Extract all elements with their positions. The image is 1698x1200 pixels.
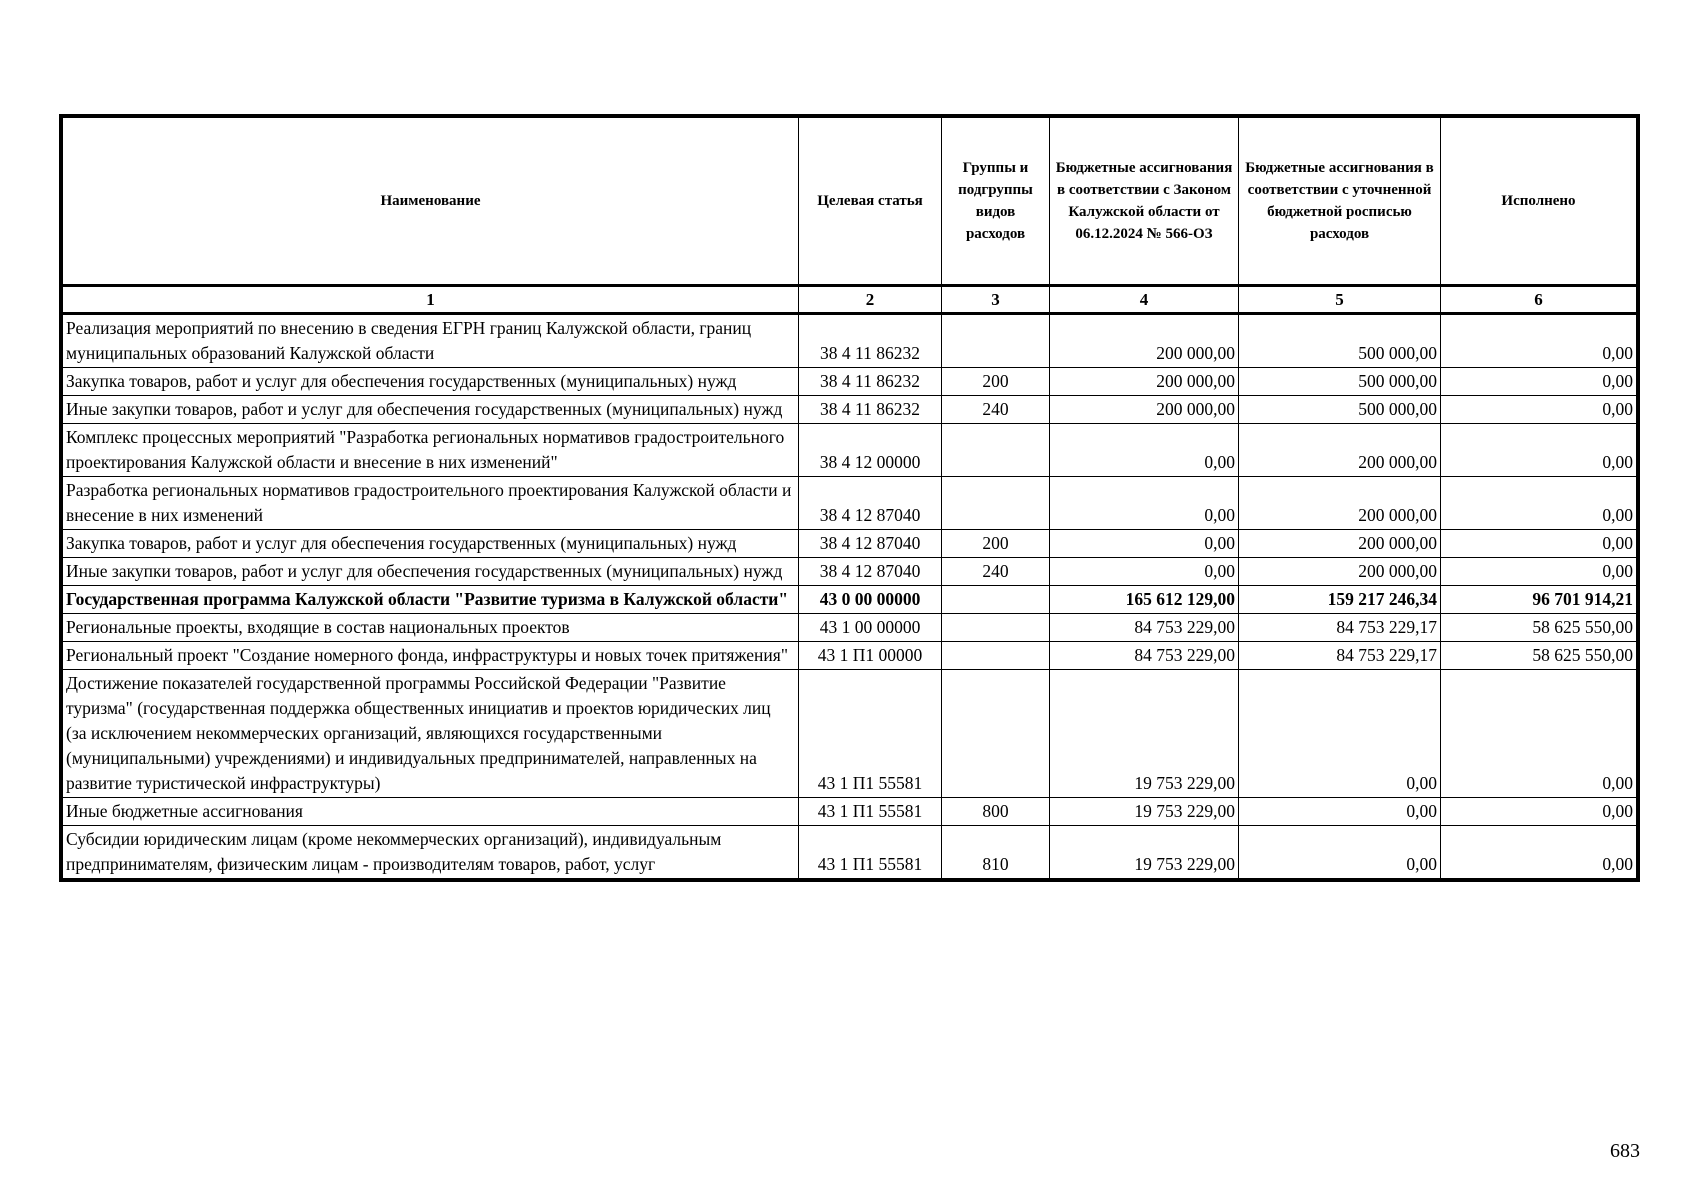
table-row [63,477,1637,530]
row-refined-amount: 500 000,00 [1239,314,1441,368]
header-name: Наименование [63,118,799,286]
row-law-amount: 84 753 229,00 [1050,614,1239,642]
row-expense-group [942,586,1050,614]
row-name: Реализация мероприятий по внесению в сведения ЕГРН границ Калужской области, границ муниципальных образований Калужской области [63,314,799,368]
row-refined-amount: 0,00 [1239,798,1441,826]
column-number: 3 [942,286,1050,314]
row-name: Закупка товаров, работ и услуг для обеспечения государственных (муниципальных) нужд [63,368,799,396]
budget-table [62,117,1637,879]
row-name: Достижение показателей государственной программы Российской Федерации "Развитие туризма" (государственная поддержка общественных инициатив и проектов юридических лиц (за исключением некоммерческих организаций, являющихся государственными (муниципальными) учреждениями) и индивидуальных предпринимателей, направленных на развитие туристической инфраструктуры) [63,670,799,798]
table-row [63,396,1637,424]
row-executed-amount: 58 625 550,00 [1441,642,1637,670]
row-expense-group [942,477,1050,530]
row-expense-group: 810 [942,826,1050,879]
row-name: Закупка товаров, работ и услуг для обеспечения государственных (муниципальных) нужд [63,530,799,558]
column-number: 6 [1441,286,1637,314]
row-law-amount: 200 000,00 [1050,368,1239,396]
row-expense-group: 800 [942,798,1050,826]
row-executed-amount: 0,00 [1441,314,1637,368]
table-row [63,614,1637,642]
row-target-article: 43 0 00 00000 [799,586,942,614]
row-refined-amount: 159 217 246,34 [1239,586,1441,614]
row-target-article: 43 1 П1 55581 [799,826,942,879]
row-target-article: 43 1 00 00000 [799,614,942,642]
row-target-article: 38 4 11 86232 [799,314,942,368]
row-expense-group [942,614,1050,642]
row-name: Региональные проекты, входящие в состав национальных проектов [63,614,799,642]
row-name: Иные бюджетные ассигнования [63,798,799,826]
table-row [63,826,1637,879]
row-law-amount: 19 753 229,00 [1050,798,1239,826]
row-law-amount: 0,00 [1050,558,1239,586]
row-refined-amount: 0,00 [1239,826,1441,879]
row-executed-amount: 0,00 [1441,798,1637,826]
row-executed-amount: 0,00 [1441,826,1637,879]
row-expense-group [942,424,1050,477]
row-law-amount: 0,00 [1050,530,1239,558]
column-number: 5 [1239,286,1441,314]
row-name: Иные закупки товаров, работ и услуг для обеспечения государственных (муниципальных) нужд [63,558,799,586]
row-law-amount: 0,00 [1050,424,1239,477]
row-name: Иные закупки товаров, работ и услуг для обеспечения государственных (муниципальных) нужд [63,396,799,424]
row-law-amount: 0,00 [1050,477,1239,530]
table-row [63,586,1637,614]
row-executed-amount: 0,00 [1441,396,1637,424]
row-target-article: 43 1 П1 55581 [799,798,942,826]
row-executed-amount: 0,00 [1441,424,1637,477]
row-expense-group [942,642,1050,670]
row-target-article: 38 4 12 00000 [799,424,942,477]
row-expense-group: 240 [942,396,1050,424]
table-row [63,558,1637,586]
row-name: Комплекс процессных мероприятий "Разработка региональных нормативов градостроительного проектирования Калужской области и внесение в них изменений" [63,424,799,477]
header-executed: Исполнено [1441,118,1637,286]
row-executed-amount: 0,00 [1441,558,1637,586]
column-number-row [63,286,1637,314]
table-row [63,368,1637,396]
row-name: Региональный проект "Создание номерного фонда, инфраструктуры и новых точек притяжения" [63,642,799,670]
row-executed-amount: 58 625 550,00 [1441,614,1637,642]
row-law-amount: 165 612 129,00 [1050,586,1239,614]
table-row [63,424,1637,477]
header-target-article: Целевая статья [799,118,942,286]
row-executed-amount: 0,00 [1441,477,1637,530]
row-name: Субсидии юридическим лицам (кроме некоммерческих организаций), индивидуальным предпринимателям, физическим лицам - производителям товаров, работ, услуг [63,826,799,879]
table-row [63,798,1637,826]
row-refined-amount: 84 753 229,17 [1239,642,1441,670]
row-expense-group: 200 [942,530,1050,558]
row-refined-amount: 200 000,00 [1239,424,1441,477]
table-row [63,530,1637,558]
table-row [63,314,1637,368]
row-law-amount: 19 753 229,00 [1050,670,1239,798]
row-law-amount: 200 000,00 [1050,314,1239,368]
table-row [63,670,1637,798]
row-law-amount: 19 753 229,00 [1050,826,1239,879]
header-expense-groups: Группы и подгруппы видов расходов [942,118,1050,286]
column-number: 4 [1050,286,1239,314]
row-refined-amount: 200 000,00 [1239,558,1441,586]
row-refined-amount: 200 000,00 [1239,530,1441,558]
row-refined-amount: 84 753 229,17 [1239,614,1441,642]
row-name: Разработка региональных нормативов градостроительного проектирования Калужской области и внесение в них изменений [63,477,799,530]
page-number: 683 [1610,1140,1640,1162]
row-law-amount: 84 753 229,00 [1050,642,1239,670]
header-law-allocations: Бюджетные ассигнования в соответствии с Законом Калужской области от 06.12.2024 № 566-ОЗ [1050,118,1239,286]
row-refined-amount: 500 000,00 [1239,396,1441,424]
row-refined-amount: 0,00 [1239,670,1441,798]
row-target-article: 38 4 12 87040 [799,530,942,558]
row-target-article: 43 1 П1 55581 [799,670,942,798]
row-executed-amount: 0,00 [1441,530,1637,558]
row-expense-group: 240 [942,558,1050,586]
row-target-article: 38 4 12 87040 [799,477,942,530]
table-body [63,314,1637,879]
column-number: 1 [63,286,799,314]
row-expense-group: 200 [942,368,1050,396]
row-target-article: 38 4 11 86232 [799,396,942,424]
row-refined-amount: 200 000,00 [1239,477,1441,530]
header-row [63,118,1637,286]
row-expense-group [942,670,1050,798]
row-target-article: 38 4 12 87040 [799,558,942,586]
row-target-article: 43 1 П1 00000 [799,642,942,670]
row-executed-amount: 0,00 [1441,368,1637,396]
table-row [63,642,1637,670]
row-target-article: 38 4 11 86232 [799,368,942,396]
row-law-amount: 200 000,00 [1050,396,1239,424]
row-refined-amount: 500 000,00 [1239,368,1441,396]
row-executed-amount: 0,00 [1441,670,1637,798]
row-expense-group [942,314,1050,368]
row-name: Государственная программа Калужской области "Развитие туризма в Калужской области" [63,586,799,614]
row-executed-amount: 96 701 914,21 [1441,586,1637,614]
column-number: 2 [799,286,942,314]
header-refined-allocations: Бюджетные ассигнования в соответствии с уточненной бюджетной росписью расходов [1239,118,1441,286]
